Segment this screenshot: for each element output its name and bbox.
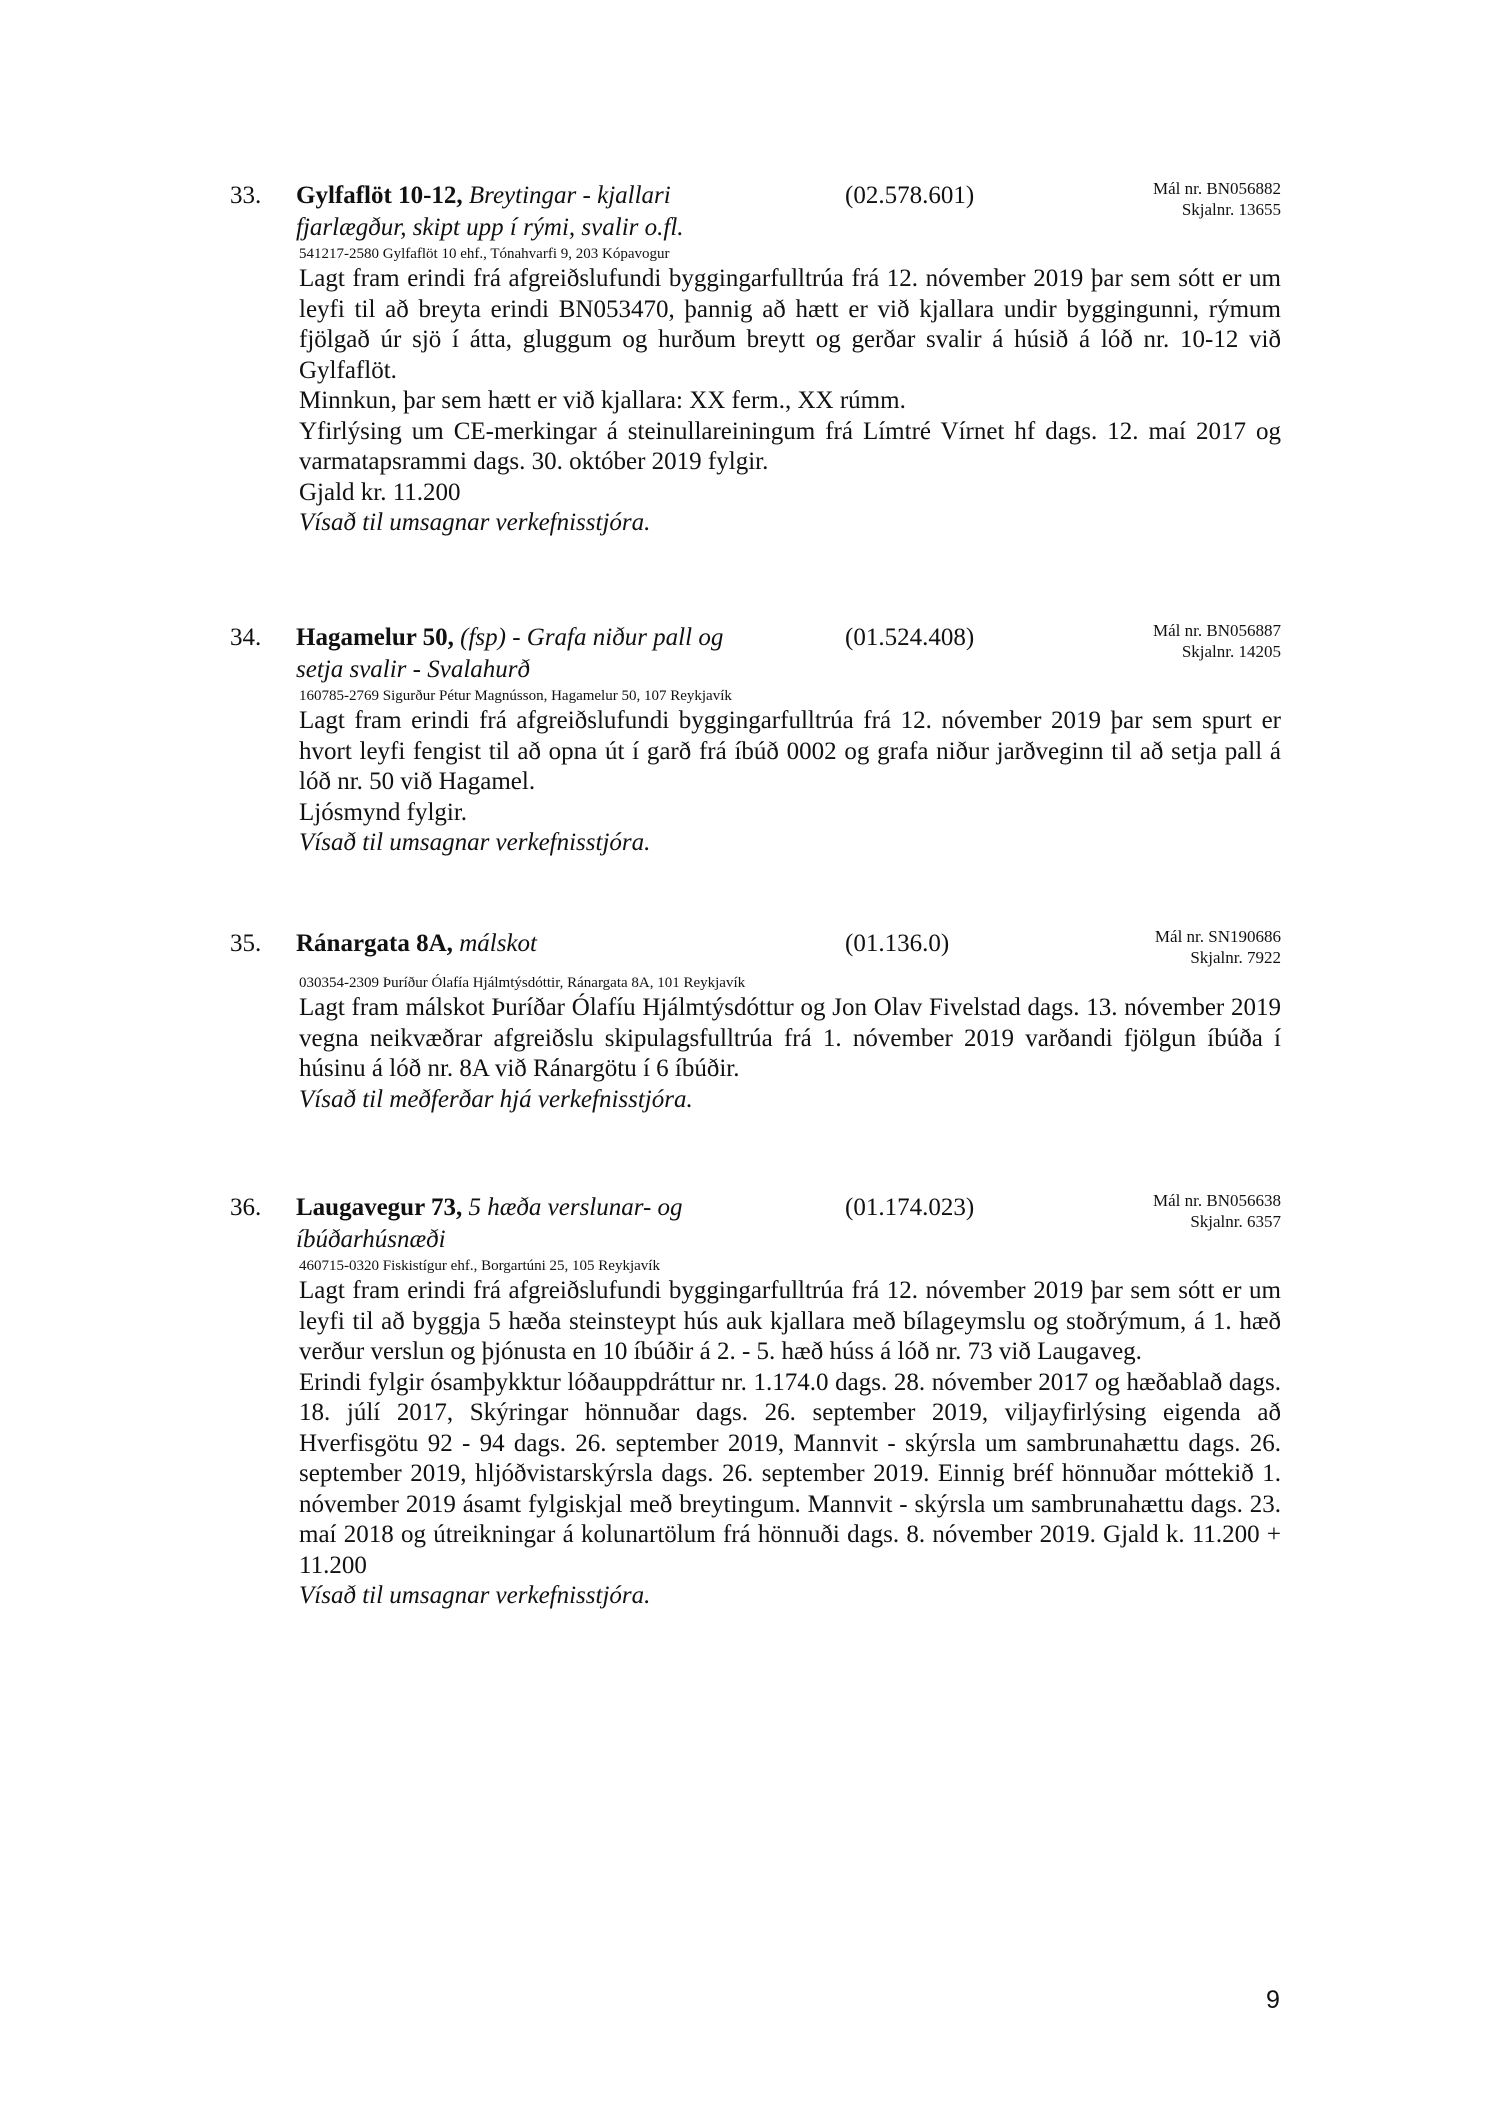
applicant: 460715-0320 Fiskistígur ehf., Borgartúni 25, 105 Reykjavík [299, 1258, 660, 1274]
registry-number: Skjalnr. 13655 [1181, 200, 1281, 219]
paragraph: Gjald kr. 11.200 [299, 478, 461, 506]
land-number: (01.136.0) [845, 930, 950, 957]
paragraph: Lagt fram erindi frá afgreiðslufundi byggingarfulltrúa frá 12. nóvember 2019 þar sem spurt er hvort leyfi fengist til að opna út í garð frá íbúð 0002 og grafa niður jarðveginn til að setja pall á lóð nr. 50 við Hagamel. [299, 707, 1281, 795]
paragraph: Minnkun, þar sem hætt er við kjallara: XX ferm., XX rúmm. [299, 387, 906, 414]
item-body [299, 706, 1281, 859]
item-description: (fsp) - Grafa niður pall og [460, 624, 724, 651]
item-description-cont: setja svalir - Svalahurð [296, 656, 531, 683]
applicant: 541217-2580 Gylfaflöt 10 ehf., Tónahvarfi 9, 203 Kópavogur [299, 246, 670, 262]
case-references [1153, 1190, 1281, 1232]
registry-number: Skjalnr. 6357 [1190, 1212, 1281, 1231]
item-title [296, 1192, 816, 1256]
item-description-cont: fjarlægður, skipt upp í rými, svalir o.fl. [296, 214, 684, 241]
page-number: 9 [1266, 1986, 1280, 2014]
paragraph: Lagt fram erindi frá afgreiðslufundi byggingarfulltrúa frá 12. nóvember 2019 þar sem sótt er um leyfi til að byggja 5 hæða steinsteypt hús auk kjallara með bílageymslu og stoðrýmum, á 1. hæð verður verslun og þjónusta en 10 íbúðir á 2. - 5. hæð húss á lóð nr. 73 við Laugaveg. [299, 1277, 1281, 1365]
land-number: (01.174.023) [845, 1194, 975, 1221]
registry-number: Skjalnr. 14205 [1181, 642, 1281, 661]
conclusion: Vísað til meðferðar hjá verkefnisstjóra. [299, 1085, 693, 1113]
paragraph: Erindi fylgir ósamþykktur lóðauppdráttur nr. 1.174.0 dags. 28. nóvember 2017 og hæðablað dags. 18. júlí 2017, Skýringar hönnuðar dags. 26. september 2019, viljayfirlýsing eigenda að Hverfisgötu 92 - 94 dags. 26. september 2019, Mannvit - skýrsla um sambrunahættu dags. 26. september 2019, hljóðvistarskýrsla dags. 26. september 2019. Einnig bréf hönnuðar móttekið 1. nóvember 2019 ásamt fylgiskjal með breytingum. Mannvit - skýrsla um sambrunahættu dags. 23. maí 2018 og útreikningar á kolunartölum frá hönnuði dags. 8. nóvember 2019. Gjald k. 11.200 + 11.200 [299, 1368, 1281, 1579]
case-number: Mál nr. BN056638 [1153, 1191, 1281, 1210]
item-body [299, 1276, 1281, 1612]
case-references [1153, 178, 1281, 220]
item-number: 36. [230, 1194, 262, 1221]
conclusion: Vísað til umsagnar verkefnisstjóra. [299, 829, 651, 856]
item-description-cont: íbúðarhúsnæði [296, 1226, 446, 1253]
item-address: Gylfaflöt 10-12, [296, 182, 463, 209]
land-number: (02.578.601) [845, 182, 975, 209]
land-number: (01.524.408) [845, 624, 975, 651]
case-references [1155, 926, 1281, 968]
paragraph: Ljósmynd fylgir. [299, 798, 468, 826]
registry-number: Skjalnr. 7922 [1190, 948, 1281, 967]
paragraph: Lagt fram málskot Þuríðar Ólafíu Hjálmtýsdóttur og Jon Olav Fivelstad dags. 13. nóvember 2019 vegna neikvæðrar afgreiðslu skipulagsfulltrúa frá 1. nóvember 2019 varðandi fjölgun íbúða í húsinu á lóð nr. 8A við Ránargötu í 6 íbúðir. [299, 994, 1281, 1082]
item-title [296, 622, 816, 686]
item-address: Hagamelur 50, [296, 624, 454, 651]
paragraph: Lagt fram erindi frá afgreiðslufundi byggingarfulltrúa frá 12. nóvember 2019 þar sem sótt er um leyfi til að breyta erindi BN053470, þannig að hætt er við kjallara undir byggingunni, rýmum fjölgað úr sjö í átta, gluggum og hurðum breytt og gerðar svalir á húsið á lóð nr. 10-12 við Gylfaflöt. [299, 265, 1281, 384]
applicant: 030354-2309 Þuríður Ólafía Hjálmtýsdóttir, Ránargata 8A, 101 Reykjavík [299, 975, 746, 991]
item-description: 5 hæða verslunar- og [468, 1194, 683, 1221]
case-number: Mál nr. SN190686 [1154, 927, 1281, 946]
item-body [299, 264, 1281, 539]
case-number: Mál nr. BN056887 [1153, 621, 1281, 640]
item-number: 34. [230, 624, 262, 651]
item-number: 33. [230, 182, 262, 209]
item-title [296, 928, 816, 960]
item-title [296, 180, 816, 244]
applicant: 160785-2769 Sigurður Pétur Magnússon, Hagamelur 50, 107 Reykjavík [299, 688, 732, 704]
case-number: Mál nr. BN056882 [1153, 179, 1281, 198]
item-description: Breytingar - kjallari [468, 182, 671, 209]
item-address: Ránargata 8A, [296, 930, 453, 957]
item-number: 35. [230, 930, 262, 957]
conclusion: Vísað til umsagnar verkefnisstjóra. [299, 1582, 651, 1609]
item-body [299, 993, 1281, 1115]
conclusion: Vísað til umsagnar verkefnisstjóra. [299, 509, 651, 536]
item-description: málskot [459, 930, 537, 957]
case-references [1153, 620, 1281, 662]
item-address: Laugavegur 73, [296, 1194, 463, 1221]
paragraph: Yfirlýsing um CE-merkingar á steinullareiningum frá Límtré Vírnet hf dags. 12. maí 2017 og varmatapsrammi dags. 30. október 2019 fylgir. [299, 417, 1281, 475]
